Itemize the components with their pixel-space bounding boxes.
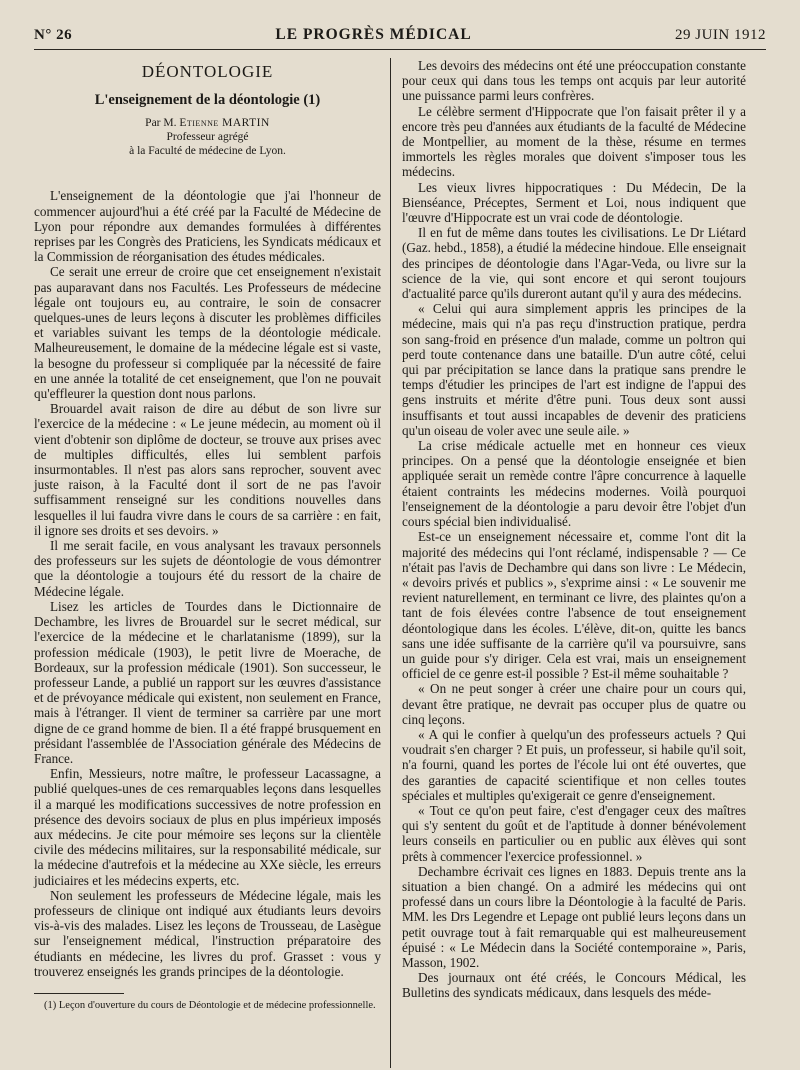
paragraph: Dechambre écrivait ces lignes en 1883. Depuis trente ans la situation a bien changé. On a admiré les médecins qui ont professé dans un cours libre la Déontologie à la faculté de Paris. MM. les Drs Legendre et Lepage ont publié leurs leçons dans un petit ouvrage tout à fait remarquable qui est malheureusement épuisé : « Le Médecin dans la Société contemporaine », Paris, Masson, 1902.: [402, 863, 746, 970]
paragraph: Ce serait une erreur de croire que cet enseignement n'existait pas auparavant dans nos Facultés. Les Professeurs de médecine légale ont toujours eu, au contraire, le soin de consacrer quelques-unes de leurs leçons à discuter les problèmes difficiles et variables suivant les temps de la déontologie médicale. Malheureusement, le domaine de la médecine légale est si vaste, la besogne du professeur si compliquée par la nécessité de faire en une année la totalité de cet enseignement, que l'on ne pouvait qu'effleurer la question dont nous parlons.: [34, 264, 381, 402]
paragraph: « Tout ce qu'on peut faire, c'est d'engager ceux des maîtres qui s'y sentent du goût et de l'aptitude à donner bénévolement leurs conseils en particulier ou en public aux élèves qui sont prêts à commencer l'exercice professionnel. »: [402, 802, 746, 864]
paragraph: Les devoirs des médecins ont été une préoccupation constante pour ceux qui dans tous les temps ont acquis par leur autorité une puissance parmi leurs confrères.: [402, 58, 746, 104]
paragraph: « Celui qui aura simplement appris les principes de la médecine, mais qui n'a pas reçu d'instruction pratique, perdra son sang-froid en présence d'un malade, comme un poltron qui perd toute contenance dans une bataille. D'un autre côté, celui qui par précipitation se lance dans la pratique sans prendre le temps d'étudier les principes de l'art est indigne de l'appui des gens instruits et mérite d'être puni. Tous deux sont aussi insuffisants et tout aussi incapables de devenir des praticiens qu'un oiseau de voler avec une seule aile. »: [402, 301, 746, 438]
paragraph: Lisez les articles de Tourdes dans le Dictionnaire de Dechambre, les livres de Brouardel sur le secret médical, sur l'exercice de la médecine et le charlatanisme (1899), sur la profession médicale (1903), le petit livre de Moerache, de Bordeaux, sur la profession médicale (1901). Son successeur, le professeur Lande, a publié un rapport sur les œuvres d'assistance et de prévoyance médicale qui existent, non seulement en France, mais à l'étranger. Il vient de terminer sa carrière par une mort digne de ce grand homme de bien. Il a été frappé brusquement en présidant l'assemblée de l'Association générale des Médecins de France.: [34, 598, 381, 766]
footnote: (1) Leçon d'ouverture du cours de Déontologie et de médecine professionnelle.: [44, 999, 376, 1011]
author-role: Professeur agrégé: [166, 131, 249, 144]
paragraph: « A qui le confier à quelqu'un des professeurs actuels ? Qui voudrait s'en charger ? Et puis, un professeur, si habile qu'il soit, n'a fourni, quand les portes de l'école lui ont été ouvertes, que des garanties de capacité scientifique et non celles toutes spéciales et multiples qu'exigerait ce genre d'enseignement.: [402, 726, 746, 803]
two-column-body: [34, 58, 766, 1068]
paragraph: Enfin, Messieurs, notre maître, le professeur Lacassagne, a publié quelques-unes de ces remarquables leçons dans lesquelles il a marqué les modifications successives de notre profession en présence des devoirs sociaux de plus en plus impérieux imposés aux médecins. Je cite pour mémoire ses leçons sur la clientèle civile des médecins militaires, sur la responsabilité médicale, sur la médecine d'autrefois et la médecine au XXe siècle, les erreurs judiciaires et les médecins experts, etc.: [34, 766, 381, 888]
journal-title: LE PROGRÈS MÉDICAL: [275, 26, 472, 43]
paragraph: Non seulement les professeurs de Médecine légale, mais les professeurs de clinique ont indiqué aux étudiants leurs devoirs vis-à-vis des malades. Lisez les leçons de Trousseau, de Lasègue sur l'enseignement médical, l'instruction préparatoire des étudiants en médecine, les livres du prof. Grasset : vous y trouverez enseignés les grands principes de la déontologie.: [34, 887, 381, 979]
byline-prefix: Par M.: [145, 117, 177, 130]
right-column: [390, 58, 746, 1068]
footnote-divider: [34, 993, 124, 994]
issue-date: 29 JUIN 1912: [675, 27, 766, 43]
byline: [34, 116, 381, 130]
paragraph: Il me serait facile, en vous analysant les travaux personnels des professeurs sur les sujets de déontologie de vous démontrer que la déontologie a toujours été du ressort de la chaire de Médecine légale.: [34, 538, 381, 599]
paragraph: Il en fut de même dans toutes les civilisations. Le Dr Liétard (Gaz. hebd., 1858), a étudié la médecine hindoue. Elle enseignait des principes de déontologie dans l'Agar-Veda, ou livre sur la science de la vie, qui sont encore et qui seront toujours d'actualité parce qu'ils dureront autant qu'il y aura des médecins.: [402, 225, 746, 302]
paragraph: Est-ce un enseignement nécessaire et, comme l'ont dit la majorité des médecins qui l'ont réclamé, indispensable ? — Ce n'était pas l'avis de Dechambre qui dans son livre : Le Médecin, « devoirs privés et publics », s'exprime ainsi : « Le souvenir me revient naturellement, en terminant ce livre, des plaintes qu'on a tant de fois élevées contre l'absence de tout enseignement déontologique dans les écoles. L'élève, dit-on, quitte les bancs sans une idée suffisante de la carrière qu'il va poursuivre, sans un guide pour s'y diriger. Cela est vrai, mais un enseignement officiel de ce genre est-il possible ? Est-il même souhaitable ?: [402, 529, 746, 682]
paragraph: Brouardel avait raison de dire au début de son livre sur l'exercice de la médecine : « Le jeune médecin, au moment où il vient d'obtenir son diplôme de docteur, se trouve aux prises avec de multiples difficultés, elles lui semblent parfois insurmontables. Il n'est pas alors sans reprocher, souvent avec juste raison, à la Faculté dont il sort de ne pas l'avoir suffisamment renseigné sur les conditions nouvelles dans lesquelles il lui faudra vivre dans le cours de sa carrière : en fait, il ignore ses droits et ses devoirs. »: [34, 401, 381, 538]
paragraph: L'enseignement de la déontologie que j'ai l'honneur de commencer aujourd'hui a été créé par la Faculté de Médecine de Lyon pour répondre aux demandes formulées à différentes reprises par les Congrès des Praticiens, les Syndicats médicaux et la Commission de réorganisation des études médicales.: [34, 188, 381, 265]
paragraph: Des journaux ont été créés, le Concours Médical, les Bulletins des syndicats médicaux, dans lesquels des méde-: [402, 970, 746, 1001]
author-name: Etienne MARTIN: [179, 117, 270, 130]
running-header: [34, 26, 766, 50]
paragraph: « On ne peut songer à créer une chaire pour un cours qui, devant être pratique, ne devrait pas occuper plus de quatre ou cinq leçons.: [402, 681, 746, 727]
paragraph: Les vieux livres hippocratiques : Du Médecin, De la Bienséance, Préceptes, Serment et Loi, nous indiquent que l'œuvre d'Hippocrate est un vrai code de déontologie.: [402, 179, 746, 226]
paragraph: Le célèbre serment d'Hippocrate que l'on faisait prêter il y a encore très peu d'années aux étudiants de la faculté de Médecine de Montpellier, au moment de la thèse, résume en termes immortels les règles morales que doivent s'imposer tous les médecins.: [402, 103, 746, 180]
left-column: [34, 58, 390, 1068]
author-affiliation: à la Faculté de médecine de Lyon.: [129, 145, 286, 158]
issue-number: N° 26: [34, 27, 73, 43]
article-title: L'enseignement de la déontologie (1): [94, 92, 321, 109]
section-title: DÉONTOLOGIE: [141, 62, 274, 81]
paragraph: La crise médicale actuelle met en honneur ces vieux principes. On a pensé que la déontologie enseignée et bien appliquée serait un remède contre l'âpre concurrence à laquelle étaient contraints les médecins modernes. Voilà pourquoi l'enseignement de la déontologie a paru devoir être l'objet d'un cours spécial bien individualisé.: [402, 438, 746, 530]
